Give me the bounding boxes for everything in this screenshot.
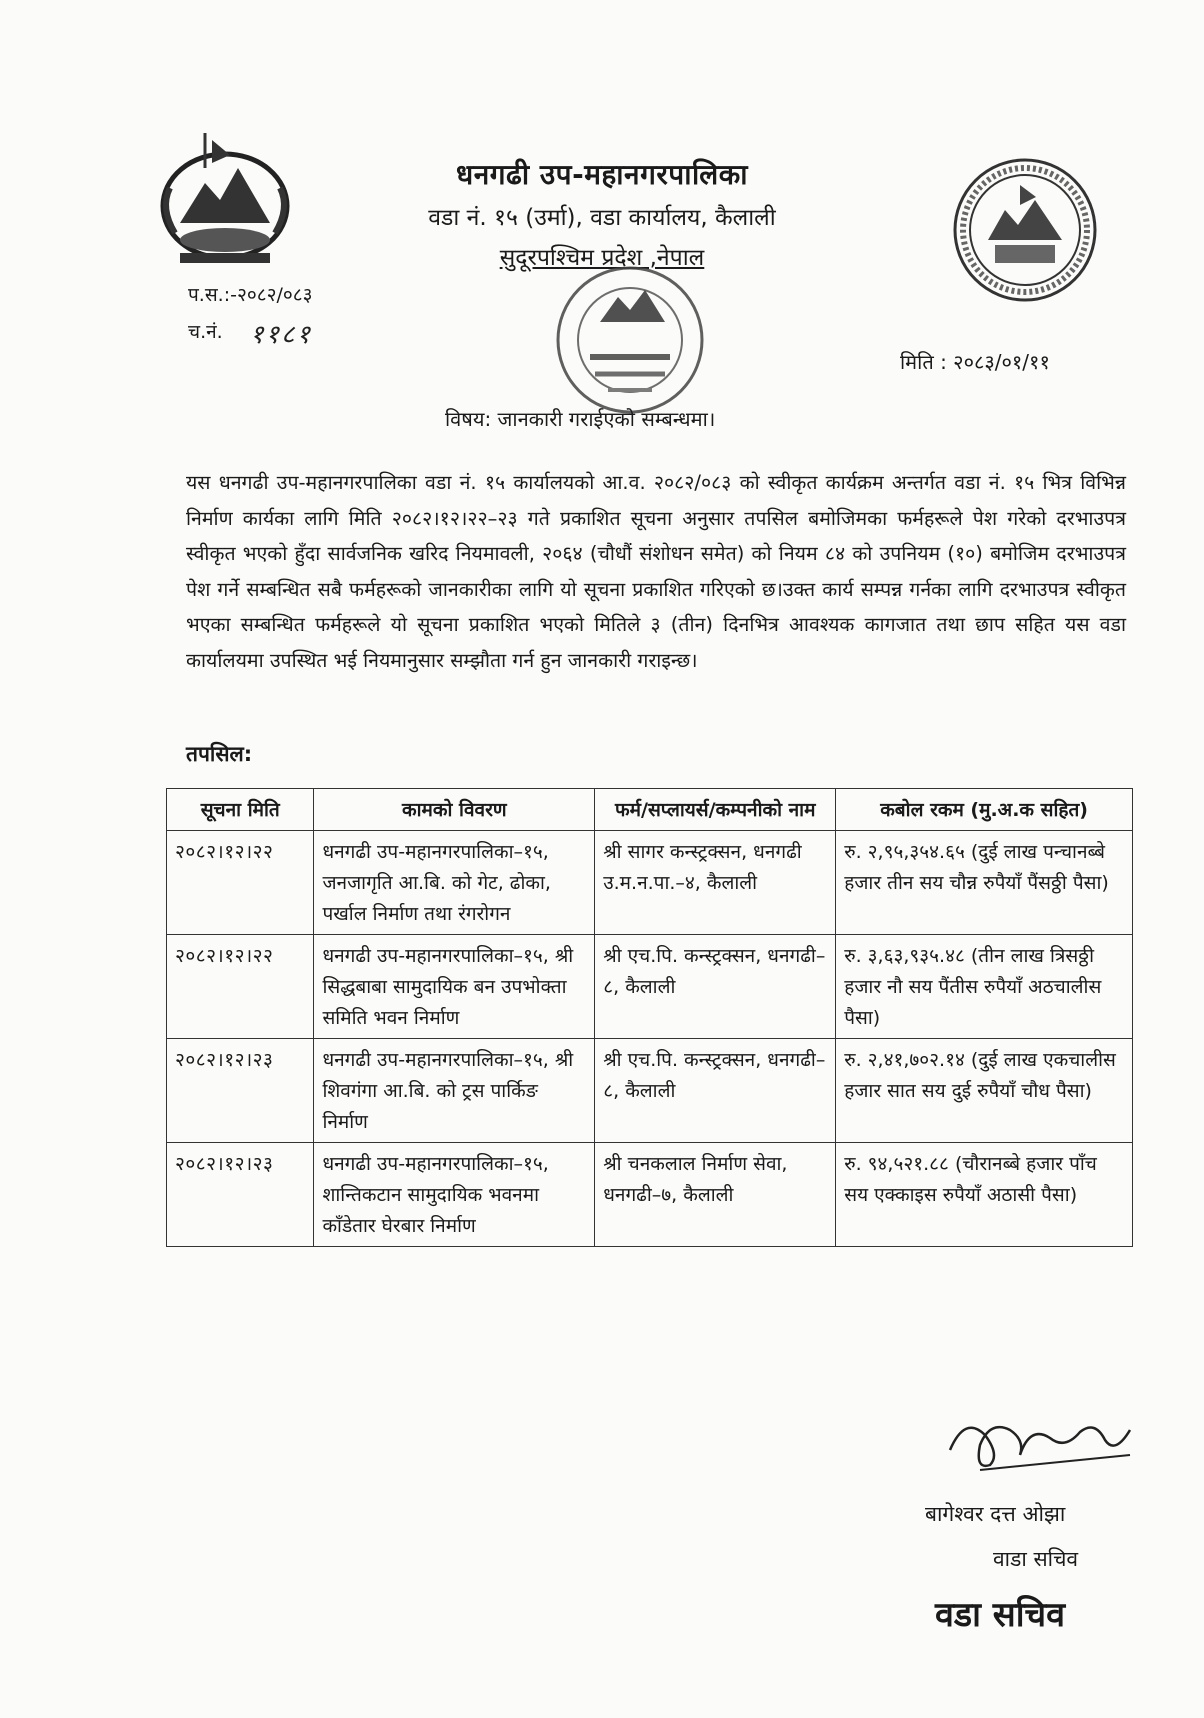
header-firm-name: फर्म/सप्लायर्स/कम्पनीको नाम bbox=[595, 789, 836, 831]
row-amount: रु. २,४१,७०२.१४ (दुई लाख एकचालीस हजार सात सय दुई रुपैयाँ चौध पैसा) bbox=[836, 1039, 1133, 1143]
notice-body: यस धनगढी उप-महानगरपालिका वडा नं. १५ कार्यालयको आ.व. २०८२/०८३ को स्वीकृत कार्यक्रम अन्तर्गत वडा नं. १५ भित्र विभिन्न निर्माण कार्यका लागि मिति २०८२।१२।२२–२३ गते प्रकाशित सूचना अनुसार तपसिल बमोजिमका फर्महरूले पेश गरेको दरभाउपत्र स्वीकृत भएको हुँदा सार्वजनिक खरिद नियमावली, २०६४ (चौधौं संशोधन समेत) को नियम ८४ को उपनियम (१०) बमोजिम दरभाउपत्र पेश गर्ने सम्बन्धित सबै फर्महरूको जानकारीका लागि यो सूचना प्रकाशित गरिएको छ।उक्त कार्य सम्पन्न गर्नका लागि दरभाउपत्र स्वीकृत भएका सम्बन्धित फर्महरूले यो सूचना प्रकाशित भएको मितिले ३ (तीन) दिनभित्र आवश्यक कागजात तथा छाप सहित यस वडा कार्यालयमा उपस्थित भई नियमानुसार सम्झौता गर्न हुन जानकारी गराइन्छ। bbox=[186, 471, 1126, 672]
ward-office: वडा नं. १५ (उर्मा), वडा कार्यालय, कैलाली bbox=[428, 205, 776, 231]
header-bid-amount: कबोल रकम (मु.अ.क सहित) bbox=[836, 789, 1133, 831]
schedule-label: तपसिल: bbox=[186, 742, 253, 766]
row-firm: श्री सागर कन्स्ट्रक्सन, धनगढी उ.म.न.पा.–४, कैलाली bbox=[595, 831, 836, 935]
header-work-description: कामको विवरण bbox=[314, 789, 595, 831]
row-work: धनगढी उप-महानगरपालिका–१५, श्री शिवगंगा आ.बि. को ट्रस पार्किङ निर्माण bbox=[314, 1039, 595, 1143]
row-amount: रु. २,९५,३५४.६५ (दुई लाख पन्चानब्बे हजार तीन सय चौन्न रुपैयाँ पैंसठ्ठी पैसा) bbox=[836, 831, 1133, 935]
signatory-name: बागेश्वर दत्त ओझा bbox=[925, 1502, 1066, 1526]
table-row bbox=[167, 1143, 1133, 1247]
row-date: २०८२।१२।२२ bbox=[167, 935, 314, 1039]
municipality-seal-icon bbox=[950, 155, 1100, 305]
row-work: धनगढी उप-महानगरपालिका–१५, शान्तिकटान सामुदायिक भवनमा काँडेतार घेरबार निर्माण bbox=[314, 1143, 595, 1247]
row-firm: श्री एच.पि. कन्स्ट्रक्सन, धनगढी–८, कैलाली bbox=[595, 935, 836, 1039]
notice-date: मिति : २०८३/०१/११ bbox=[900, 350, 1050, 374]
table-header-row bbox=[167, 789, 1133, 831]
row-date: २०८२।१२।२३ bbox=[167, 1143, 314, 1247]
table-row bbox=[167, 831, 1133, 935]
ward-office-stamp-icon bbox=[530, 262, 730, 422]
row-work: धनगढी उप-महानगरपालिका–१५, श्री सिद्धबाबा सामुदायिक बन उपभोक्ता समिति भवन निर्माण bbox=[314, 935, 595, 1039]
row-firm: श्री एच.पि. कन्स्ट्रक्सन, धनगढी–८, कैलाली bbox=[595, 1039, 836, 1143]
dispatch-number-label: च.नं. bbox=[188, 321, 223, 343]
table-row bbox=[167, 935, 1133, 1039]
row-amount: रु. ३,६३,९३५.४८ (तीन लाख त्रिसठ्ठी हजार नौ सय पैंतीस रुपैयाँ अठचालीस पैसा) bbox=[836, 935, 1133, 1039]
row-amount: रु. ९४,५२१.८८ (चौरानब्बे हजार पाँच सय एक्काइस रुपैयाँ अठासी पैसा) bbox=[836, 1143, 1133, 1247]
office-name: धनगढी उप-महानगरपालिका bbox=[456, 158, 748, 191]
dispatch-number-value: ११८१ bbox=[250, 320, 313, 350]
notice-subject: विषय: जानकारी गराईएको सम्बन्धमा। bbox=[445, 407, 716, 431]
header-notice-date: सूचना मिति bbox=[167, 789, 314, 831]
row-firm: श्री चनकलाल निर्माण सेवा, धनगढी–७, कैलाली bbox=[595, 1143, 836, 1247]
signature-icon bbox=[930, 1400, 1150, 1480]
schedule-table bbox=[166, 788, 1133, 1247]
designation-stamp: वडा सचिव bbox=[935, 1595, 1066, 1635]
row-date: २०८२।१२।२३ bbox=[167, 1039, 314, 1143]
table-row bbox=[167, 1039, 1133, 1143]
row-date: २०८२।१२।२२ bbox=[167, 831, 314, 935]
signatory-designation: वाडा सचिव bbox=[993, 1547, 1079, 1571]
reference-number: प.स.:-२०८२/०८३ bbox=[188, 284, 313, 306]
province-text: सुदूरपश्चिम प्रदेश ,नेपाल bbox=[499, 245, 705, 271]
row-work: धनगढी उप-महानगरपालिका–१५, जनजागृति आ.बि. को गेट, ढोका, पर्खाल निर्माण तथा रंगरोगन bbox=[314, 831, 595, 935]
